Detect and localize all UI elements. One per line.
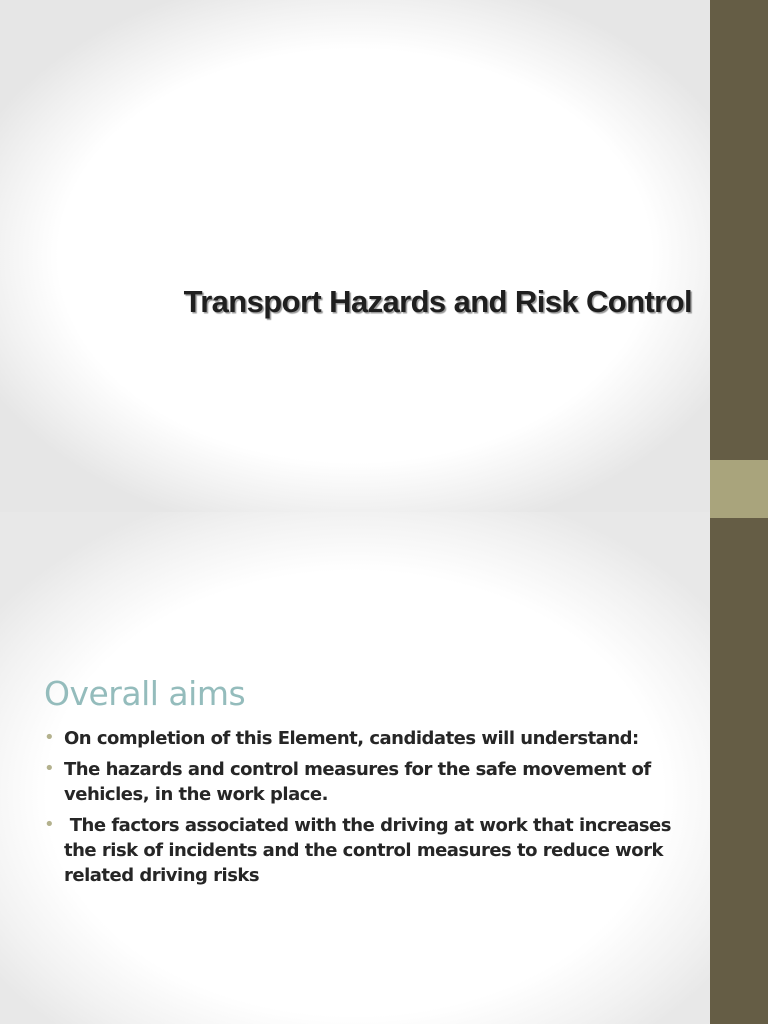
bullet-dot-icon: • <box>44 727 55 748</box>
slide-title-heading: Transport Hazards and Risk Control <box>183 284 692 319</box>
bullet-text: On completion of this Element, candidates will understand: <box>64 728 639 749</box>
aims-bullet-list <box>44 726 708 894</box>
bullet-dot-icon: • <box>44 814 55 835</box>
side-band-bottom <box>710 518 768 1024</box>
slide-title <box>0 0 710 512</box>
list-item <box>44 757 708 807</box>
bullet-dot-icon: • <box>44 758 55 779</box>
bullet-text: The factors associated with the driving at work that increases the risk of incidents and the control measures to reduce work related driving risks <box>64 815 677 886</box>
list-item <box>44 813 708 888</box>
side-band-top <box>710 0 768 460</box>
overall-aims-heading: Overall aims <box>44 674 246 713</box>
side-band-accent <box>710 460 768 518</box>
list-item <box>44 726 708 751</box>
bullet-text: The hazards and control measures for the safe movement of vehicles, in the work place. <box>64 759 651 805</box>
slide-overall-aims <box>0 512 710 1024</box>
